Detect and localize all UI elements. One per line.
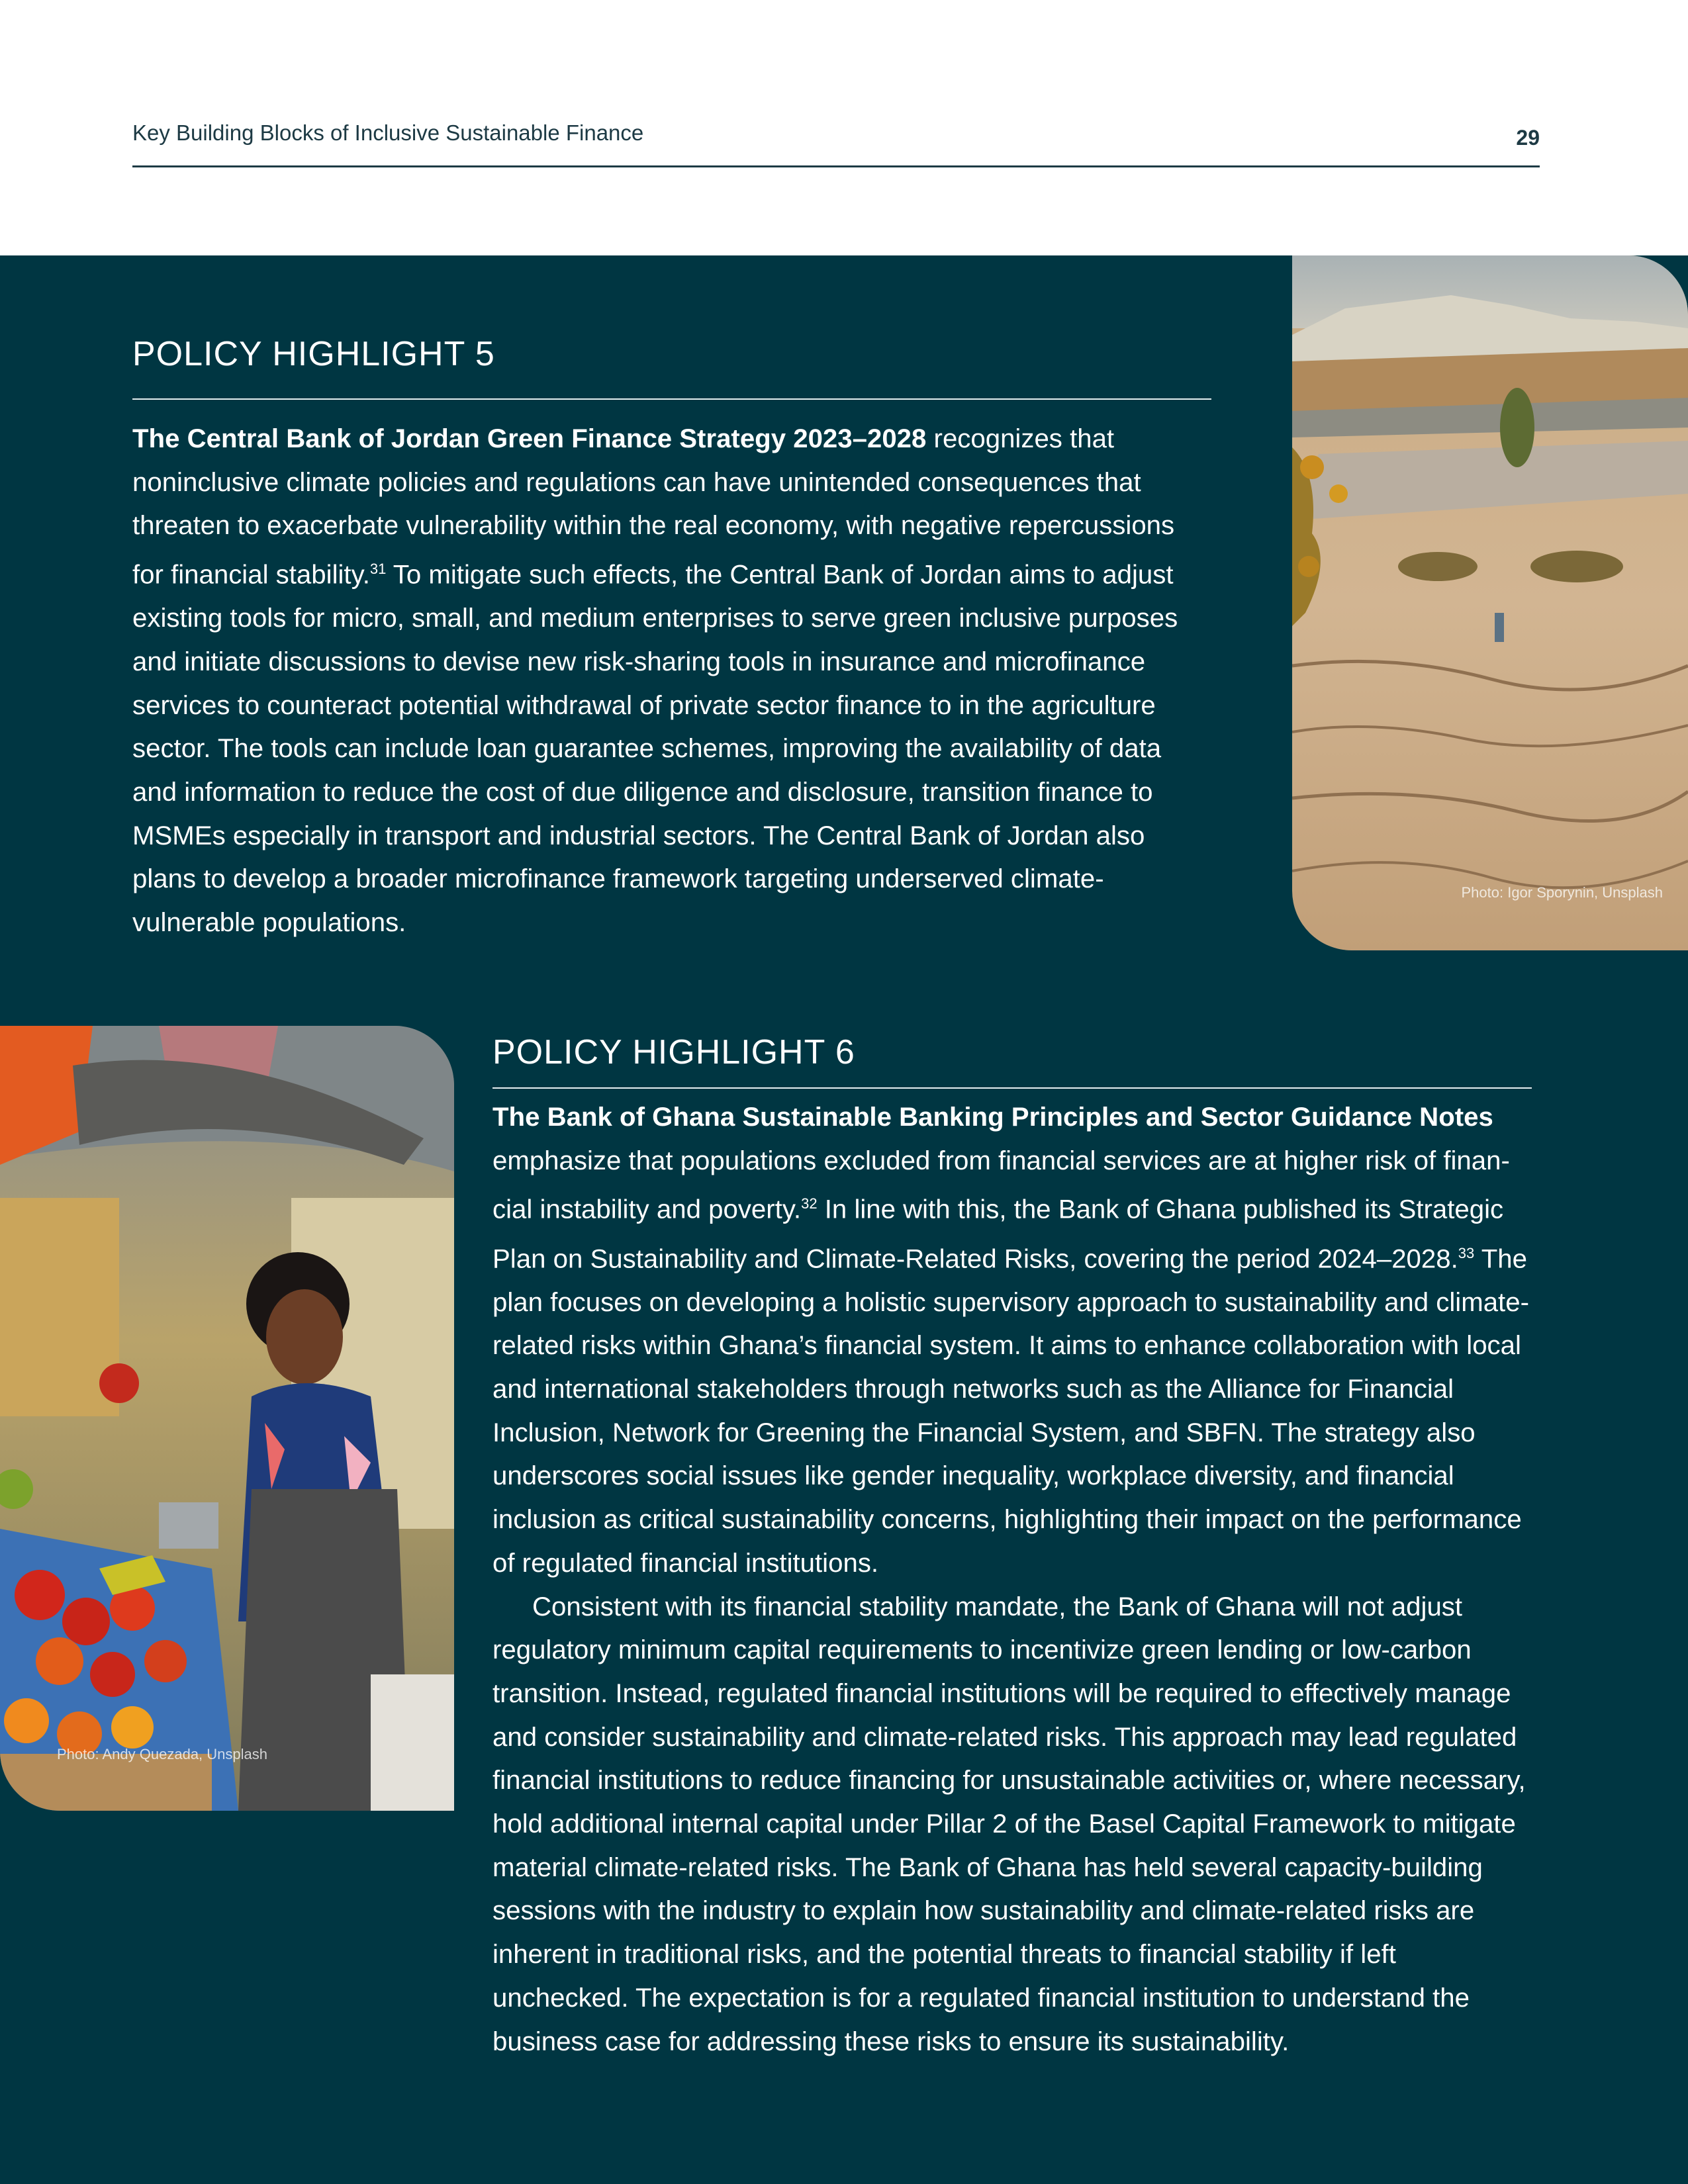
policy-highlight-6-paragraph-2: Consistent with its financial stability mandate, the Bank of Ghana will not adjust regulatory minimum capital requirements to incentivize green lending or low-carbon transition. Instead, regulated financial institutions will be required to effectively manage and consider sustainability and climate-related risks. This approach may lead regulated financial institutions to reduce financing for unsustainable activities or, where necessary, hold additional internal capital under Pillar 2 of the Basel Capital Framework to mitigate material climate-related risks. The Bank of Ghana has held several capacity-building sessions with the industry to explain how sustainability and climate-related risks are inherent in traditional risks, and the potential threats to financial stability if left unchecked. The expectation is for a regulated financial institution to understand the business case for addressing these risks to ensure its sustainability.: [492, 1591, 1526, 2056]
footnote-33: 33: [1458, 1244, 1475, 1261]
photo-credit-jordan: Photo: Igor Sporynin, Unsplash: [1461, 884, 1663, 901]
policy-highlight-6-rule: [492, 1087, 1532, 1089]
page-number: 29: [1516, 126, 1540, 150]
page-header-title: Key Building Blocks of Inclusive Sustainable Finance: [132, 120, 644, 145]
footnote-32: 32: [801, 1195, 818, 1212]
policy-highlight-5-title: POLICY HIGHLIGHT 5: [132, 335, 495, 373]
footnote-31: 31: [369, 561, 387, 578]
policy-highlight-5-rule: [132, 398, 1211, 400]
ghana-principles-name: The Bank of Ghana Sustainable Banking Principles and Sector Guidance Notes: [492, 1102, 1493, 1132]
photo-credit-ghana: Photo: Andy Quezada, Unsplash: [57, 1746, 267, 1762]
landscape-photo: [1292, 255, 1688, 950]
policy-highlight-5-body: The Central Bank of Jordan Green Finance Strategy 2023–2028 recognizes that noninclusive climate policies and regulations can have unintended consequences that threaten to exacerbate vulnerability within the real economy, with negative repercussions for financial stability.$^{31}$ To mitigate such effects, the Central Bank of Jordan aims to adjust existing tools for micro, small, and medium enterprises to serve green inclusive purposes and initiate discussions to devise new risk-sharing tools in insurance and microfinance services to counteract potential withdrawal of private sector finance to in the agriculture sector. The tools can include loan guarantee schemes, improving the availability of data and information to reduce the cost of due diligence and disclosure, transition finance to MSMEs especially in transport and industrial sectors. The Central Bank of Jordan also plans to develop a broader microfinance framework targeting underserved climate-vulnerable populations.: [132, 424, 1178, 938]
header-divider: [132, 165, 1540, 167]
policy-highlight-6-body: The Bank of Ghana Sustainable Banking Principles and Sector Guidance Notes emphasize that populations excluded from financial services are at higher risk of financial instability and poverty.$^{32}$ In line with this, the Bank of Ghana published its Strategic Plan on Sustainability and Climate-Related Risks, covering the period 2024–2028.33 The plan focuses on developing a holistic supervisory approach to sustainability and climate-related risks within Ghana’s financial system. It aims to enhance collaboration with local and international stakeholders through networks such as the Alliance for Financial Inclusion, Network for Greening the Financial System, and SBFN. The strategy also underscores social issues like gender inequality, workplace diversity, and financial inclusion as critical sustainability concerns, highlighting their impact on the performance of regulated financial institutions. Consistent with its financial stability mandate, the Bank of Ghana will not adjust regulatory minimum capital requirements to incentivize green lending or low-carbon transition. Instead, regulated financial institutions will be required to effectively manage and consider sustainability and climate-related risks. This approach may lead regulated financial institutions to reduce financing for unsustainable activities or, where necessary, hold additional internal capital under Pillar 2 of the Basel Capital Framework to mitigate material climate-related risks. The Bank of Ghana has held several capacity-building sessions with the industry to explain how sustainability and climate-related risks are inherent in traditional risks, and the potential threats to financial stability if left unchecked. The expectation is for a regulated financial institution to understand the business case for addressing these risks to ensure its sustainability.: [492, 1095, 1533, 2063]
market-vendor-photo: [0, 1026, 454, 1811]
jordan-strategy-name: The Central Bank of Jordan Green Finance Strategy 2023–2028: [132, 424, 927, 453]
policy-highlight-6-title: POLICY HIGHLIGHT 6: [492, 1033, 855, 1071]
